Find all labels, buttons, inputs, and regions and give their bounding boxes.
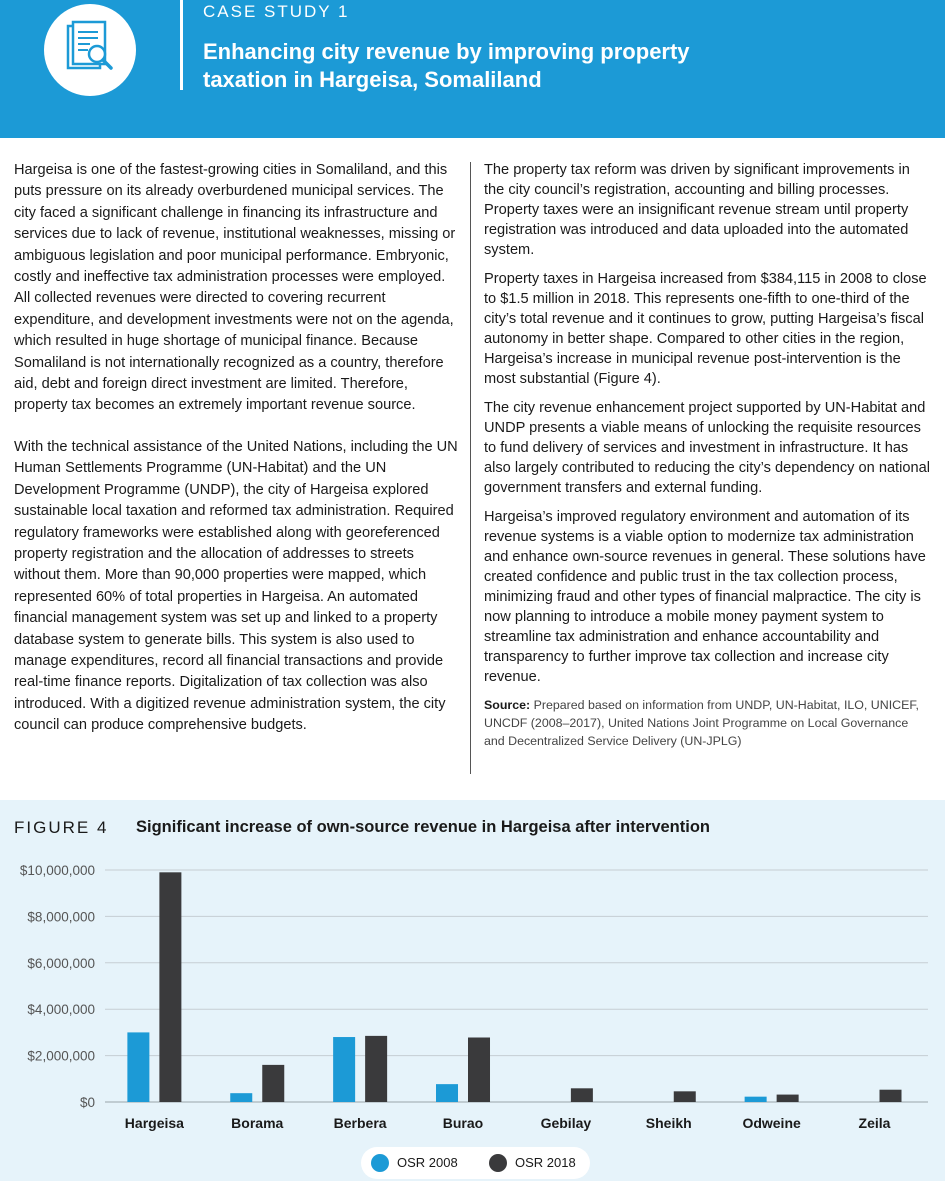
paragraph: Hargeisa is one of the fastest-growing cities in Somaliland, and this puts pressure on its already overburdened municipal services. The city faced a significant challenge in financing its infrastructure and services due to lack of revenue, institutional weaknesses, missing or ambiguous legislation and poor municipal performance. Embryonic, costly and ineffective tax administration processes were employed. All collected revenues were directed to covering recurrent expenditure, and development investments were not on the agenda, which resulted in huge shortage of municipal finance. Because Somaliland is not internationally recognized as a country, therefore aid, debt and foreign direct investment are limited. Therefore, property tax becomes an extremely important revenue source. bbox=[14, 162, 456, 414]
case-study-title: Enhancing city revenue by improving property taxation in Hargeisa, Somaliland bbox=[203, 39, 690, 92]
paragraph: Hargeisa’s improved regulatory environment and automation of its revenue systems is a viable option to modernize tax administration and enhance own-source revenues in general. These solutions have created confidence and public trust in the tax collection process, minimizing fraud and other types of financial malpractice. The city is now planning to introduce a mobile money payment system to streamline tax administration and enhance accountability and transparency to further improve tax collection and increase city revenue. bbox=[484, 509, 926, 685]
column-divider bbox=[470, 162, 471, 774]
header-divider bbox=[180, 0, 183, 90]
case-study-icon-badge bbox=[44, 4, 136, 96]
source-text: Prepared based on information from UNDP, UN-Habitat, ILO, UNICEF, UNCDF (2008–2017), United Nations Joint Programme on Local Governance and Decentralized Service Delivery (UN-JPLG) bbox=[484, 698, 919, 748]
source-note bbox=[484, 696, 930, 750]
paragraph: The property tax reform was driven by significant improvements in the city council’s registration, accounting and billing processes. Property taxes were an insignificant revenue stream until property registration was introduced and data uploaded into the automated system. bbox=[484, 162, 910, 258]
y-tick-label: $8,000,000 bbox=[27, 909, 95, 925]
x-tick-label: Odweine bbox=[742, 1115, 801, 1131]
paragraph: The city revenue enhancement project supported by UN-Habitat and UNDP presents a viable means of unlocking the requisite resources to fund delivery of services and investment in infrastructure. It has also largely contributed to reducing the city’s dependency on national government transfers and external funding. bbox=[484, 400, 930, 496]
figure-label: FIGURE 4 bbox=[14, 818, 109, 837]
bar-osr-2018 bbox=[262, 1065, 284, 1102]
bar-osr-2008 bbox=[333, 1037, 355, 1102]
source-label: Source: bbox=[484, 698, 531, 712]
x-tick-label: Burao bbox=[442, 1115, 484, 1131]
left-text-column bbox=[14, 160, 462, 757]
x-tick-label: Borama bbox=[231, 1115, 284, 1131]
header-banner bbox=[0, 0, 945, 138]
y-tick-label: $0 bbox=[79, 1095, 95, 1110]
bar-osr-2008 bbox=[230, 1093, 252, 1102]
bar-osr-2008 bbox=[127, 1032, 149, 1102]
bar-osr-2018 bbox=[674, 1091, 696, 1102]
x-tick-label: Hargeisa bbox=[124, 1115, 184, 1131]
bar-osr-2008 bbox=[745, 1097, 767, 1102]
document-magnifier-icon bbox=[66, 20, 116, 78]
chart-legend bbox=[361, 1147, 590, 1179]
y-tick-label: $2,000,000 bbox=[27, 1048, 95, 1064]
y-tick-label: $6,000,000 bbox=[27, 955, 95, 971]
right-text-column bbox=[484, 160, 930, 750]
y-tick-label: $10,000,000 bbox=[19, 863, 95, 878]
x-tick-label: Zeila bbox=[858, 1115, 891, 1131]
x-tick-label: Gebilay bbox=[540, 1115, 592, 1131]
bar-osr-2018 bbox=[880, 1090, 902, 1102]
bar-osr-2018 bbox=[365, 1036, 387, 1102]
paragraph: With the technical assistance of the United Nations, including the UN Human Settlements Programme (UN-Habitat) and the UN Development Programme (UNDP), the city of Hargeisa explored sustainable local taxation and reformed tax administration. Required regulatory frameworks were established along with georeferenced property registration and the allocation of addresses to streets without them. More than 90,000 properties were mapped, which represented 60% of total properties in Hargeisa. An automated financial management system was set up and linked to a property database system to generate bills. This system is also used to manage expenditures, record all financial transactions and provide real-time finance reports. Digitalization of tax collection was also introduced. With a digitized revenue administration system, the city council can produce comprehensive budgets. bbox=[14, 438, 458, 734]
bar-osr-2008 bbox=[436, 1084, 458, 1102]
revenue-bar-chart bbox=[0, 840, 945, 1140]
legend-label: OSR 2018 bbox=[515, 1155, 576, 1170]
figure-title: Significant increase of own-source revenue in Hargeisa after intervention bbox=[136, 818, 710, 836]
bar-osr-2018 bbox=[468, 1038, 490, 1102]
legend-swatch-osr-2018 bbox=[489, 1154, 507, 1172]
x-tick-label: Sheikh bbox=[645, 1115, 692, 1131]
bar-osr-2018 bbox=[571, 1088, 593, 1102]
case-study-label: CASE STUDY 1 bbox=[203, 2, 350, 21]
legend-label: OSR 2008 bbox=[397, 1155, 458, 1170]
paragraph: Property taxes in Hargeisa increased from $384,115 in 2008 to close to $1.5 million in 2018. This represents one-fifth to one-third of the city’s total revenue and it continues to grow, putting Hargeisa’s fiscal autonomy in better shape. Compared to other cities in the region, Hargeisa’s increase in municipal revenue post-intervention is the most substantial (Figure 4). bbox=[484, 271, 927, 387]
x-tick-label: Berbera bbox=[333, 1115, 387, 1131]
legend-swatch-osr-2008 bbox=[371, 1154, 389, 1172]
bar-osr-2018 bbox=[777, 1095, 799, 1102]
y-tick-label: $4,000,000 bbox=[27, 1002, 95, 1018]
bar-osr-2018 bbox=[159, 872, 181, 1102]
